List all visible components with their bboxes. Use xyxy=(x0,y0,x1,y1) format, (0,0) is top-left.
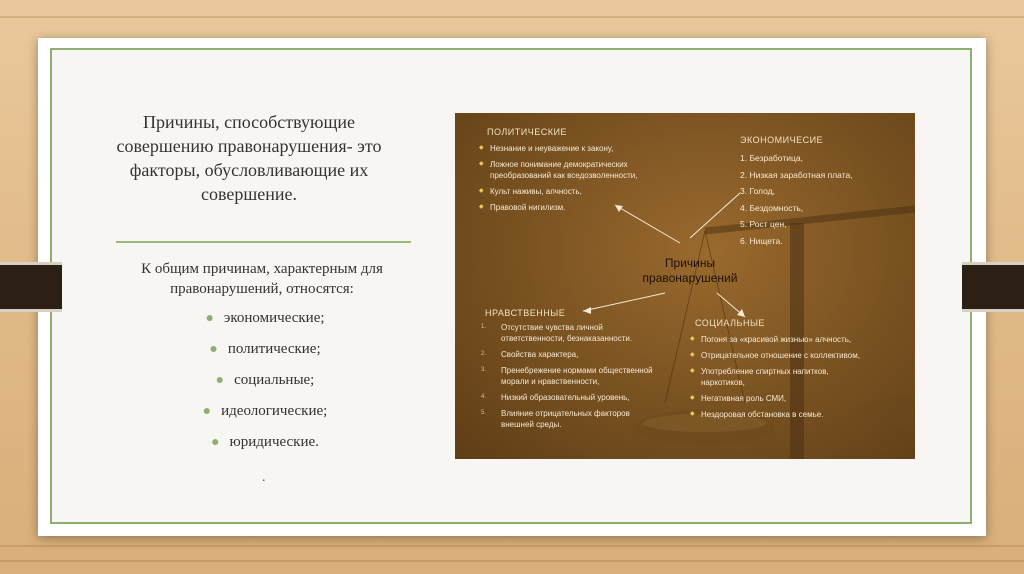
bullet-icon: ● xyxy=(215,373,225,388)
slide-heading: Причины, способствующие совершению правонарушения- это факторы, обусловливающие их совершение. xyxy=(116,112,382,204)
list-item: ◆ Культ наживы, алчность, xyxy=(479,186,669,197)
list-item: 6. Нищета. xyxy=(740,235,783,246)
left-tab-decoration xyxy=(0,262,62,312)
list-item: 3. Голод, xyxy=(740,186,775,196)
list-item: 2. Низкая заработная плата, xyxy=(740,169,853,180)
causes-list xyxy=(150,310,380,465)
list-item: 5. Рост цен, xyxy=(740,219,787,229)
list-item: ◆ Погоня за «красивой жизнью» алчность, xyxy=(690,334,890,345)
list-item: 2. Свойства характера, xyxy=(481,350,579,359)
bullet-icon: ● xyxy=(211,435,220,450)
list-item: 1. Отсутствие чувства личной ответственности, безнаказанности. xyxy=(481,323,633,343)
list-item: ◆ Ложное понимание демократических преобразований как вседозволенности, xyxy=(479,159,640,181)
diagram-center-label: Причины правонарушений xyxy=(642,256,738,285)
list-item: ◆ Незнание и неуважение к закону, xyxy=(479,143,669,154)
bullet-icon: ● xyxy=(202,404,212,419)
list-item: ◆ Нездоровая обстановка в семье. xyxy=(690,409,890,420)
list-item: 4. Бездомность, xyxy=(740,202,804,213)
list-item: 1. Безработица, xyxy=(740,153,803,163)
economic-title: ЭКОНОМИЧЕСИЕ xyxy=(740,135,824,145)
economic-list xyxy=(740,150,890,249)
list-item: ● юридические. xyxy=(211,434,319,450)
bullet-icon: ● xyxy=(205,311,214,326)
trailing-mark: . xyxy=(262,470,266,485)
list-item: ● идеологические; xyxy=(202,403,328,419)
political-title: ПОЛИТИЧЕСКИЕ xyxy=(487,127,567,137)
list-item: ● экономические; xyxy=(205,310,325,326)
list-item: 5. Влияние отрицательных факторов внешней среды. xyxy=(481,409,630,429)
list-item: ● политические; xyxy=(209,341,321,357)
intro-text: К общим причинам, характерным для правонарушений, относятся: xyxy=(141,261,383,297)
social-title: СОЦИАЛЬНЫЕ xyxy=(695,318,765,328)
causes-diagram-image xyxy=(455,113,915,459)
list-item: ● социальные; xyxy=(215,372,315,388)
list-item: ◆ Правовой нигилизм. xyxy=(479,202,669,213)
moral-list xyxy=(481,322,681,435)
list-item: ◆ Отрицательное отношение с коллективом, xyxy=(690,350,890,361)
political-list xyxy=(479,143,669,218)
list-item: ◆ Негативная роль СМИ, xyxy=(690,393,890,404)
bullet-icon: ● xyxy=(209,342,218,357)
moral-title: НРАВСТВЕННЫЕ xyxy=(485,308,566,318)
list-item: 3. Пренебрежение нормами общественной морали и нравственности, xyxy=(481,366,653,386)
list-item: 4. Низкий образовательный уровень, xyxy=(481,393,630,402)
social-list xyxy=(690,334,890,425)
list-item: ◆ Употребление спиртных напитков, наркотиков, xyxy=(690,366,871,388)
right-tab-decoration xyxy=(962,262,1024,312)
divider xyxy=(116,241,411,243)
